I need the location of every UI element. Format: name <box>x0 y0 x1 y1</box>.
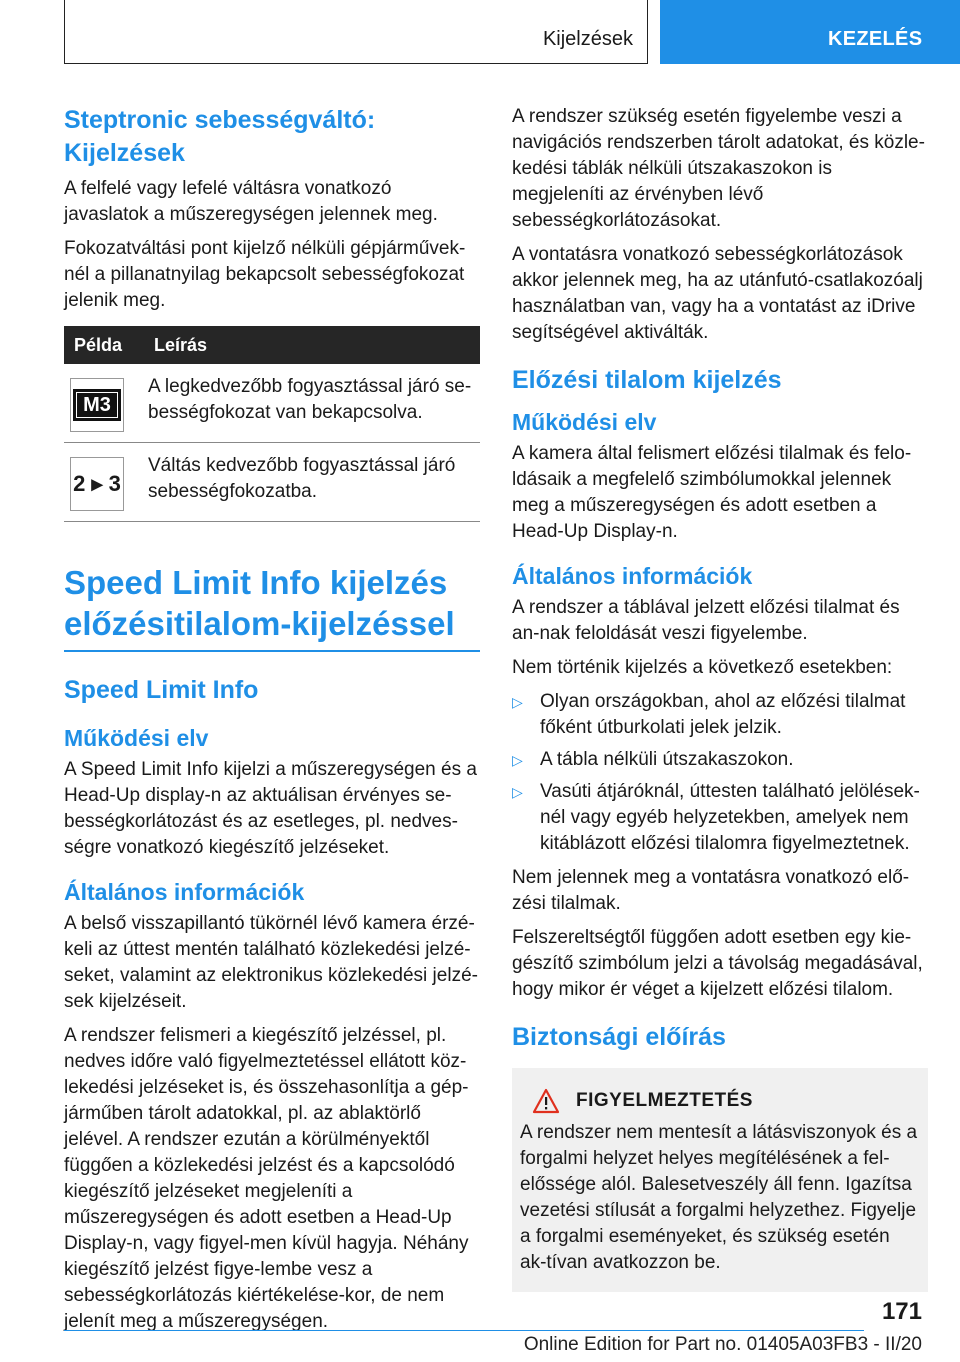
table-header-description: Leírás <box>148 326 480 364</box>
header-chapter-tab <box>660 0 960 64</box>
table-row <box>64 364 480 443</box>
gear-display-table <box>64 326 480 522</box>
shift-up-icon-label: 2 ▸ 3 <box>73 471 121 496</box>
table-header-example: Példa <box>64 326 148 364</box>
safety-heading: Biztonsági előírás <box>512 1023 726 1051</box>
warning-title: FIGYELMEZTETÉS <box>576 1090 753 1111</box>
page-number: 171 <box>881 1298 922 1325</box>
table-row <box>64 443 480 522</box>
general-info-paragraph-2: A rendszer felismeri a kiegészítő jelzéssel, pl. nedves időre való figyelmeztetéssel ellátott köz-lekedési jelzéseket is, és összehasonlítja a gép-járműben tárolt adatokkal, pl. az ablaktörlő jelével. A rendszer ezután a körülményektől függően a közlekedési jelzést és a kapcsolódó kiegészítő jelzéseket megjeleníti a műszeregységen és adott esetben a Head-Up Display-n, vagy figyel-men kívül hagyja. Néhány kiegészítő jelzést figye-lembe vesz a sebességkorlátozás kiértékelése-kor, de nem jelenít meg a műszeregységen. <box>64 1025 469 1332</box>
right-paragraph-1: A rendszer szükség esetén figyelembe veszi a navigációs rendszerben tárolt adatokat, és közle-kedési táblák nélküli útszakaszokon is megjeleníti az érvényben lévő sebességkorlátozásokat. <box>512 106 925 231</box>
exceptions-list <box>512 689 928 857</box>
general-info-paragraph-1: A belső visszapillantó tükörnél lévő kamera érzé-keli az úttest mentén található közlekedési jelzé-seket, valamint az elektronikus közlekedési jelzé-sek kijelzéseit. <box>64 913 478 1012</box>
steptronic-heading-line1: Steptronic sebességváltó: <box>64 106 376 134</box>
steptronic-heading <box>64 104 480 170</box>
steptronic-paragraph-2: Fokozatváltási pont kijelző nélküli gépjárművek-nél a pillanatnyilag bekapcsolt sebességfokozat jelenik meg. <box>64 238 466 311</box>
speed-limit-heading-line1: Speed Limit Info kijelzés <box>64 564 448 601</box>
list-item: ▷ Olyan országokban, ahol az előzési tilalmat főként útburkolati jelek jelzik. <box>512 691 906 738</box>
warning-text: A rendszer nem mentesít a látásviszonyok és a forgalmi helyzet helyes megítélésének a fel-előssége alól. Balesetveszély áll fenn. Igazítsa vezetési stílusát a forgalmi helyzethez. Figyelje a forgalmi eseményeket, és szükség esetén ak-tívan avatkozzon be. <box>520 1122 918 1273</box>
no-overtaking-principle-paragraph: A kamera által felismert előzési tilalmak és felo-ldásaik a megfelelő szimbólumokkal jelennek meg a műszeregységen és adott esetben a Head-Up Display-n. <box>512 443 912 542</box>
footer-edition: Online Edition for Part no. 01405A03FB3 - II/20 <box>523 1334 922 1355</box>
header-section-box <box>64 0 648 64</box>
working-principle-heading: Működési elv <box>64 725 209 751</box>
right-paragraph-2: A vontatásra vonatkozó sebességkorlátozások akkor jelennek meg, ha az utánfutó-csatlakozóalj használatban van, vagy ha a vontatást az iDrive segítségével aktiválták. <box>512 244 923 343</box>
right-column <box>512 104 928 1292</box>
shift-up-icon <box>70 457 124 511</box>
no-overtaking-paragraph-1: A rendszer a táblával jelzett előzési tilalmat és an-nak feloldását veszi figyelembe. <box>512 597 900 644</box>
working-principle-paragraph: A Speed Limit Info kijelzi a műszeregységen és a Head-Up display-n az aktuálisan érvényes se-bességkorlátozást és az esetleges, pl. nedves-ségre vonatkozó kiegészítő jelzéseket. <box>64 759 477 858</box>
bullet-triangle-icon: ▷ <box>512 784 523 800</box>
warning-title-row <box>520 1088 918 1114</box>
general-info-heading: Általános információk <box>64 879 305 905</box>
no-overtaking-principle-heading: Működési elv <box>512 409 657 435</box>
no-overtaking-paragraph-4: Felszereltségtől függően adott esetben egy kie-gészítő szimbólum jelzi a távolság megadásával, hogy mikor ér véget a kijelzett előzési tilalom. <box>512 927 923 1000</box>
no-overtaking-general-heading: Általános információk <box>512 563 753 589</box>
header-chapter-title: KEZELÉS <box>828 28 923 50</box>
header-section-title: Kijelzések <box>542 28 633 50</box>
table-cell-description: Váltás kedvezőbb fogyasztással járó sebességfokozatba. <box>148 443 480 522</box>
list-item: ▷ A tábla nélküli útszakaszokon. <box>512 747 928 773</box>
steptronic-paragraph-1: A felfelé vagy lefelé váltásra vonatkozó javaslatok a műszeregységen jelennek meg. <box>64 178 438 225</box>
no-overtaking-paragraph-2: Nem történik kijelzés a következő esetekben: <box>512 657 893 678</box>
bullet-triangle-icon: ▷ <box>512 752 523 768</box>
gear-m3-icon <box>70 378 124 432</box>
warning-box <box>512 1068 928 1292</box>
left-column <box>64 104 480 1343</box>
list-item: ▷ Vasúti átjáróknál, úttesten található jelölések-nél vagy egyéb helyzetekben, amelyek nem kitáblázott előzési tilalomra figyelmeztetnek. <box>512 781 920 854</box>
steptronic-heading-line2: Kijelzések <box>64 139 185 167</box>
bullet-triangle-icon: ▷ <box>512 694 523 710</box>
no-overtaking-paragraph-3: Nem jelennek meg a vontatásra vonatkozó elő-zési tilalmak. <box>512 867 910 914</box>
warning-triangle-icon <box>532 1088 560 1114</box>
footer-divider <box>64 1330 864 1331</box>
no-overtaking-heading: Előzési tilalom kijelzés <box>512 366 782 394</box>
gear-m3-icon-label: M3 <box>73 389 121 421</box>
speed-limit-info-section-heading <box>64 562 480 652</box>
speed-limit-info-heading: Speed Limit Info <box>64 676 259 704</box>
speed-limit-heading-line2: előzésitilalom-kijelzéssel <box>64 605 455 642</box>
table-cell-description: A legkedvezőbb fogyasztással járó se-bességfokozat van bekapcsolva. <box>148 364 480 443</box>
